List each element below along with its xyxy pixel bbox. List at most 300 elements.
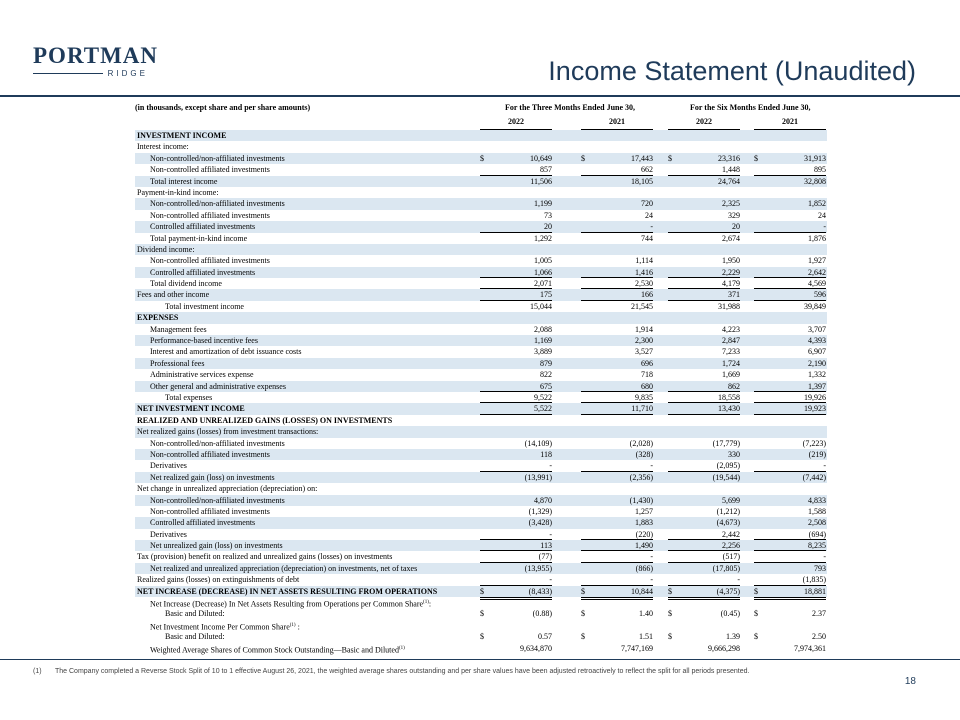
row-label: Non-controlled/non-affiliated investments [150, 153, 285, 163]
cell-value: (1,329) [528, 506, 552, 516]
row-label: Non-controlled/non-affiliated investments [150, 438, 285, 448]
cell-value: 4,833 [808, 495, 826, 505]
cell-value: 3,527 [635, 347, 653, 357]
cell-value: 1,490 [635, 541, 653, 551]
label-suffix: : [295, 622, 300, 632]
cell-value: 18,558 [718, 392, 740, 402]
table-cell [480, 381, 552, 392]
cell-value: 113 [540, 541, 552, 551]
dollar-sign: $ [668, 586, 672, 596]
cell-value: - [823, 461, 826, 471]
table-cell [480, 358, 552, 369]
cell-value: 2.50 [812, 632, 826, 642]
table-row [135, 517, 827, 528]
cell-value: 2,442 [722, 529, 740, 539]
table-row [135, 472, 827, 483]
table-row [135, 449, 827, 460]
cell-value: 31,913 [804, 153, 826, 163]
dollar-sign: $ [480, 609, 484, 619]
dollar-sign: $ [581, 586, 585, 596]
table-row [135, 358, 827, 369]
table-cell [480, 460, 552, 471]
table-cell [581, 563, 653, 574]
cell-value: 24 [645, 210, 653, 220]
row-label: Tax (provision) benefit on realized and unrealized gains (losses) on investments [137, 552, 393, 562]
dollar-sign: $ [668, 153, 672, 163]
cell-value: 0.57 [538, 632, 552, 642]
row-label: Controlled affiliated investments [150, 222, 256, 232]
cell-value: 9,666,298 [708, 644, 740, 654]
cell-value: 11,506 [530, 176, 552, 186]
table-cell [754, 233, 826, 244]
row-label: Total expenses [165, 392, 213, 402]
table-cell [581, 233, 653, 244]
table-cell [754, 301, 826, 312]
units-note: (in thousands, except share and per share amounts) [135, 103, 311, 112]
table-row [135, 540, 827, 551]
table-cell [754, 551, 826, 562]
cell-value: 166 [641, 290, 653, 300]
table-cell [754, 495, 826, 506]
cell-value: 118 [540, 449, 552, 459]
row-label: Realized gains (losses) on extinguishments of debt [137, 575, 300, 585]
cell-value: 10,844 [631, 586, 653, 596]
cell-value: 1,852 [808, 199, 826, 209]
cell-value: (7,442) [802, 472, 826, 482]
table-cell [581, 392, 653, 403]
cell-value: 6,907 [808, 347, 826, 357]
cell-value: 1,416 [635, 267, 653, 277]
cell-value: 4,179 [722, 279, 740, 289]
table-cell [668, 495, 740, 506]
table-cell [581, 335, 653, 346]
table-cell [754, 255, 826, 266]
table-cell [754, 574, 826, 585]
table-cell [668, 346, 740, 357]
cell-value: 1.39 [726, 632, 740, 642]
row-label: Non-controlled affiliated investments [150, 210, 270, 220]
table-cell [480, 608, 552, 619]
title-divider [0, 95, 960, 97]
table-cell [581, 255, 653, 266]
dollar-sign: $ [480, 586, 484, 596]
table-cell [668, 438, 740, 449]
cell-value: 1,724 [722, 358, 740, 368]
table-cell [581, 403, 653, 414]
row-label: Net unrealized gain (loss) on investments [150, 541, 283, 551]
table-cell [581, 164, 653, 175]
table-row [135, 141, 827, 152]
cell-value: - [650, 222, 653, 232]
table-row [135, 255, 827, 266]
cell-value: 4,870 [534, 495, 552, 505]
table-cell [480, 643, 552, 654]
table-cell [581, 517, 653, 528]
table-cell [754, 403, 826, 414]
footnote-text: The Company completed a Reverse Stock Split of 10 to 1 effective August 26, 2021, the weighted average shares outstanding and per share values have been adjusted retroactively to reflect the split for all periods presented. [55, 668, 750, 675]
table-cell [668, 392, 740, 403]
cell-value: (3,428) [528, 518, 552, 528]
row-label: Non-controlled affiliated investments [150, 165, 270, 175]
cell-value: (4,673) [716, 518, 740, 528]
table-cell [668, 449, 740, 460]
table-cell [581, 472, 653, 483]
table-row [135, 176, 827, 187]
table-cell [480, 176, 552, 187]
table-cell [581, 381, 653, 392]
row-label: Controlled affiliated investments [150, 518, 256, 528]
dollar-sign: $ [480, 153, 484, 163]
table-cell [480, 278, 552, 289]
year-header: 2022 [480, 117, 552, 130]
table-cell [581, 346, 653, 357]
table-cell [581, 153, 653, 164]
cell-value: 8,235 [808, 541, 826, 551]
row-label: Net realized gains (losses) from investment transactions: [137, 427, 319, 437]
cell-value: (77) [538, 552, 552, 562]
cell-value: - [650, 575, 653, 585]
table-cell [480, 563, 552, 574]
dollar-sign: $ [581, 609, 585, 619]
table-cell [480, 153, 552, 164]
table-cell [754, 472, 826, 483]
cell-value: (866) [635, 563, 653, 573]
cell-value: 4,223 [722, 324, 740, 334]
table-cell [480, 221, 552, 232]
cell-value: 1,669 [722, 370, 740, 380]
cell-value: - [823, 552, 826, 562]
table-row [135, 267, 827, 278]
table-cell [480, 449, 552, 460]
table-cell [581, 506, 653, 517]
table-cell [480, 631, 552, 642]
row-label: EXPENSES [137, 313, 179, 323]
cell-value: 4,393 [808, 336, 826, 346]
six-months-header: For the Six Months Ended June 30, [690, 103, 811, 112]
cell-value: - [737, 575, 740, 585]
weighted-shares-row [135, 643, 827, 654]
table-row [135, 460, 827, 471]
table-row [135, 415, 827, 426]
cell-value: 371 [728, 290, 740, 300]
cell-value: 3,889 [534, 347, 552, 357]
cell-value: 2,229 [722, 267, 740, 277]
row-label: Net realized gain (loss) on investments [150, 472, 275, 482]
page-title: Income Statement (Unaudited) [548, 56, 916, 86]
table-cell [480, 210, 552, 221]
cell-value: 15,044 [530, 301, 552, 311]
row-label: Non-controlled affiliated investments [150, 449, 270, 459]
table-cell [754, 460, 826, 471]
row-label: Management fees [150, 324, 207, 334]
cell-value: 862 [728, 381, 740, 391]
cell-value: 662 [641, 165, 653, 175]
cell-value: - [650, 461, 653, 471]
row-label: Total investment income [165, 301, 244, 311]
cell-value: 21,545 [631, 301, 653, 311]
cell-value: 2.37 [812, 609, 826, 619]
table-cell [581, 324, 653, 335]
table-cell [480, 438, 552, 449]
dollar-sign: $ [754, 609, 758, 619]
cell-value: 2,642 [808, 267, 826, 277]
table-cell [668, 472, 740, 483]
cell-value: 24 [818, 210, 826, 220]
cell-value: 596 [814, 290, 826, 300]
row-label: Derivatives [150, 529, 187, 539]
cell-value: 11,710 [631, 404, 653, 414]
cell-value: 9,835 [635, 392, 653, 402]
cell-value: (517) [722, 552, 740, 562]
table-cell [581, 540, 653, 551]
cell-value: 793 [814, 563, 826, 573]
cell-value: 329 [728, 210, 740, 220]
cell-value: 5,522 [534, 404, 552, 414]
per-share-sublabel: Basic and Diluted: [165, 609, 225, 619]
row-label: Controlled affiliated investments [150, 267, 256, 277]
cell-value: 1,883 [635, 518, 653, 528]
per-share-row [135, 620, 827, 643]
footnote-ref: (1) [423, 600, 429, 606]
table-cell [668, 267, 740, 278]
table-cell [754, 153, 826, 164]
table-cell [754, 289, 826, 300]
cell-value: 1,448 [722, 165, 740, 175]
dollar-sign: $ [668, 632, 672, 642]
cell-value: 9,634,870 [520, 644, 552, 654]
cell-value: 32,808 [804, 176, 826, 186]
table-cell [480, 506, 552, 517]
cell-value: 879 [540, 358, 552, 368]
table-cell [480, 164, 552, 175]
row-label: Non-controlled affiliated investments [150, 256, 270, 266]
cell-value: 20 [544, 222, 552, 232]
table-cell [581, 529, 653, 540]
cell-value: 1,927 [808, 256, 826, 266]
table-row [135, 233, 827, 244]
three-months-header: For the Three Months Ended June 30, [505, 103, 636, 112]
table-row [135, 301, 827, 312]
row-label: Dividend income: [137, 244, 195, 254]
cell-value: 24,764 [718, 176, 740, 186]
table-cell [754, 210, 826, 221]
table-row [135, 495, 827, 506]
table-cell [668, 369, 740, 380]
table-cell [480, 301, 552, 312]
cell-value: 1.40 [639, 609, 653, 619]
table-cell [668, 381, 740, 392]
logo-wordmark: PORTMAN [33, 43, 159, 68]
table-cell [668, 540, 740, 551]
cell-value: 5,699 [722, 495, 740, 505]
cell-value: 1,066 [534, 267, 552, 277]
table-cell [668, 164, 740, 175]
table-row [135, 153, 827, 164]
cell-value: (13,955) [524, 563, 552, 573]
cell-value: 18,105 [631, 176, 653, 186]
table-cell [754, 381, 826, 392]
table-cell [581, 369, 653, 380]
table-cell [668, 517, 740, 528]
table-cell [668, 301, 740, 312]
table-cell [480, 369, 552, 380]
table-cell [754, 517, 826, 528]
table-cell [754, 198, 826, 209]
table-cell [480, 529, 552, 540]
table-row [135, 426, 827, 437]
row-label: Payment-in-kind income: [137, 187, 219, 197]
cell-value: 1,169 [534, 336, 552, 346]
cell-value: 7,233 [722, 347, 740, 357]
cell-value: (14,109) [524, 438, 552, 448]
table-row [135, 483, 827, 494]
table-cell [754, 449, 826, 460]
footnote [33, 668, 749, 675]
cell-value: 2,256 [722, 541, 740, 551]
row-label: Net realized and unrealized appreciation (depreciation) on investments, net of taxes [150, 563, 418, 573]
table-cell [581, 495, 653, 506]
logo-rule [33, 73, 103, 74]
table-row [135, 289, 827, 300]
cell-value: 1,257 [635, 506, 653, 516]
table-cell [480, 335, 552, 346]
cell-value: 680 [641, 381, 653, 391]
table-cell [668, 153, 740, 164]
year-header: 2021 [581, 117, 653, 130]
cell-value: (2,356) [629, 472, 653, 482]
table-cell [668, 551, 740, 562]
table-cell [581, 267, 653, 278]
row-label: INVESTMENT INCOME [137, 131, 227, 140]
table-cell [668, 631, 740, 642]
table-cell [581, 278, 653, 289]
table-cell [480, 472, 552, 483]
cell-value: 2,071 [534, 279, 552, 289]
table-cell [754, 335, 826, 346]
table-cell [668, 574, 740, 585]
table-cell [480, 517, 552, 528]
table-row [135, 278, 827, 289]
table-row [135, 381, 827, 392]
per-share-sublabel: Basic and Diluted: [165, 632, 225, 642]
table-cell [480, 574, 552, 585]
table-row [135, 506, 827, 517]
table-cell [668, 198, 740, 209]
table-row [135, 164, 827, 175]
table-cell [668, 221, 740, 232]
table-cell [754, 267, 826, 278]
dollar-sign: $ [480, 632, 484, 642]
cell-value: 1,397 [808, 381, 826, 391]
table-cell [754, 529, 826, 540]
cell-value: 20 [732, 222, 740, 232]
table-cell [480, 540, 552, 551]
table-cell [480, 392, 552, 403]
row-label [150, 643, 405, 656]
cell-value: 2,088 [534, 324, 552, 334]
row-label: Derivatives [150, 461, 187, 471]
table-row [135, 312, 827, 323]
table-cell [668, 460, 740, 471]
dollar-sign: $ [754, 586, 758, 596]
cell-value: (328) [635, 449, 653, 459]
row-label: NET INVESTMENT INCOME [137, 404, 245, 414]
table-cell [668, 289, 740, 300]
cell-value: (1,835) [802, 575, 826, 585]
table-row [135, 403, 827, 414]
cell-value: (220) [635, 529, 653, 539]
row-label: Non-controlled/non-affiliated investments [150, 199, 285, 209]
cell-value: 2,190 [808, 358, 826, 368]
cell-value: 822 [540, 370, 552, 380]
table-cell [754, 369, 826, 380]
table-cell [754, 176, 826, 187]
table-cell [668, 403, 740, 414]
label-suffix: : [428, 599, 432, 609]
cell-value: 4,569 [808, 279, 826, 289]
cell-value: 1,950 [722, 256, 740, 266]
cell-value: 720 [641, 199, 653, 209]
per-share-label: Net Investment Income Per Common Share [150, 622, 290, 632]
cell-value: 895 [814, 165, 826, 175]
table-cell [668, 210, 740, 221]
table-cell [668, 529, 740, 540]
cell-value: 330 [728, 449, 740, 459]
table-cell [480, 233, 552, 244]
table-row [135, 221, 827, 232]
table-cell [480, 255, 552, 266]
row-label: Total dividend income [150, 279, 222, 289]
dollar-sign: $ [754, 632, 758, 642]
cell-value: 2,847 [722, 336, 740, 346]
table-cell [754, 221, 826, 232]
cell-value: (694) [808, 529, 826, 539]
per-share-label: Net Increase (Decrease) In Net Assets Resulting from Operations per Common Share [150, 599, 424, 609]
table-cell [581, 608, 653, 619]
table-cell [581, 449, 653, 460]
table-cell [754, 346, 826, 357]
cell-value: (8,433) [528, 586, 552, 596]
cell-value: 744 [641, 233, 653, 243]
table-cell [668, 563, 740, 574]
cell-value: 1,292 [534, 233, 552, 243]
table-cell [668, 176, 740, 187]
cell-value: (17,779) [712, 438, 740, 448]
table-cell [581, 198, 653, 209]
cell-value: 39,849 [804, 301, 826, 311]
table-row [135, 244, 827, 255]
row-label: Other general and administrative expenses [150, 381, 286, 391]
cell-value: - [823, 222, 826, 232]
table-cell [581, 358, 653, 369]
cell-value: (2,095) [716, 461, 740, 471]
table-row [135, 392, 827, 403]
cell-value: 2,325 [722, 199, 740, 209]
table-cell [668, 358, 740, 369]
cell-value: 9,522 [534, 392, 552, 402]
cell-value: 10,649 [530, 153, 552, 163]
cell-value: 19,926 [804, 392, 826, 402]
cell-value: 1,588 [808, 506, 826, 516]
table-cell [480, 551, 552, 562]
table-cell [480, 403, 552, 414]
table-cell [581, 289, 653, 300]
table-cell [754, 631, 826, 642]
table-cell [480, 324, 552, 335]
cell-value: (17,805) [712, 563, 740, 573]
row-label: Administrative services expense [150, 370, 254, 380]
cell-value: 857 [540, 165, 552, 175]
